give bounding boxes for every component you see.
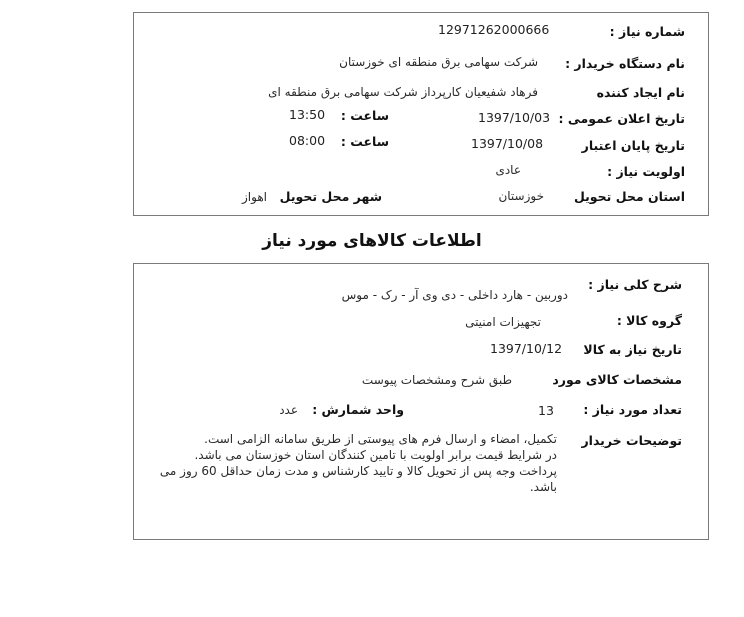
announce-time-value: 13:50 [289,107,326,122]
unit-value: عدد [279,403,298,417]
goods-group-value: تجهیزات امنیتی [465,315,541,329]
buyer-notes-line: باشد. [529,480,557,494]
need-number-label: شماره نیاز : [609,24,685,39]
creator-label: نام ایجاد کننده [596,85,685,100]
delivery-province-label: استان محل تحویل [573,189,685,204]
buyer-org-value: شرکت سهامی برق منطقه ای خوزستان [339,55,538,69]
general-desc-label: شرح کلی نیاز : [588,277,682,292]
buyer-notes-line: در شرایط قیمت برابر اولویت با تامین کنندگان استان خوزستان می باشد. [194,448,557,462]
priority-label: اولویت نیاز : [607,164,685,179]
delivery-city-label: شهر محل تحویل [279,189,382,204]
section-title: اطلاعات کالاهای مورد نیاز [262,231,482,251]
validity-time-label: ساعت : [340,134,389,149]
announce-time-label: ساعت : [340,108,389,123]
quantity-label: تعداد مورد نیاز : [583,402,682,417]
buyer-notes-label: توضیحات خریدار [581,433,682,448]
buyer-notes [160,431,557,495]
buyer-notes-line: تکمیل، امضاء و ارسال فرم های پیوستی از طریق سامانه الزامی است. [204,432,557,446]
priority-value: عادی [495,163,521,177]
need-date-value: 1397/10/12 [490,341,563,356]
validity-time-value: 08:00 [289,133,326,148]
need-date-label: تاریخ نیاز به کالا [583,342,682,357]
creator-value: فرهاد شفیعیان کارپرداز شرکت سهامی برق منطقه ای [268,85,538,99]
specs-value: طبق شرح ومشخصات پیوست [361,373,512,387]
need-number-value: 12971262000666 [438,22,550,37]
delivery-province-value: خوزستان [498,189,544,203]
goods-group-label: گروه کالا : [616,313,682,328]
validity-date-label: تاریخ پایان اعتبار [581,138,685,153]
specs-label: مشخصات کالای مورد [552,372,682,387]
announce-date-label: تاریخ اعلان عمومی : [558,111,685,126]
unit-label: واحد شمارش : [312,402,404,417]
buyer-notes-line: پرداخت وجه پس از تحویل کالا و تایید کارشناس و مدت زمان حداقل 60 روز می [159,464,557,478]
announce-date-value: 1397/10/03 [478,110,551,125]
validity-date-value: 1397/10/08 [471,136,544,151]
general-desc-value: دوربین - هارد داخلی - دی وی آر - رک - موس [341,288,568,302]
buyer-org-label: نام دستگاه خریدار : [565,56,685,71]
delivery-city-value: اهواز [242,190,267,204]
quantity-value: 13 [538,403,554,418]
